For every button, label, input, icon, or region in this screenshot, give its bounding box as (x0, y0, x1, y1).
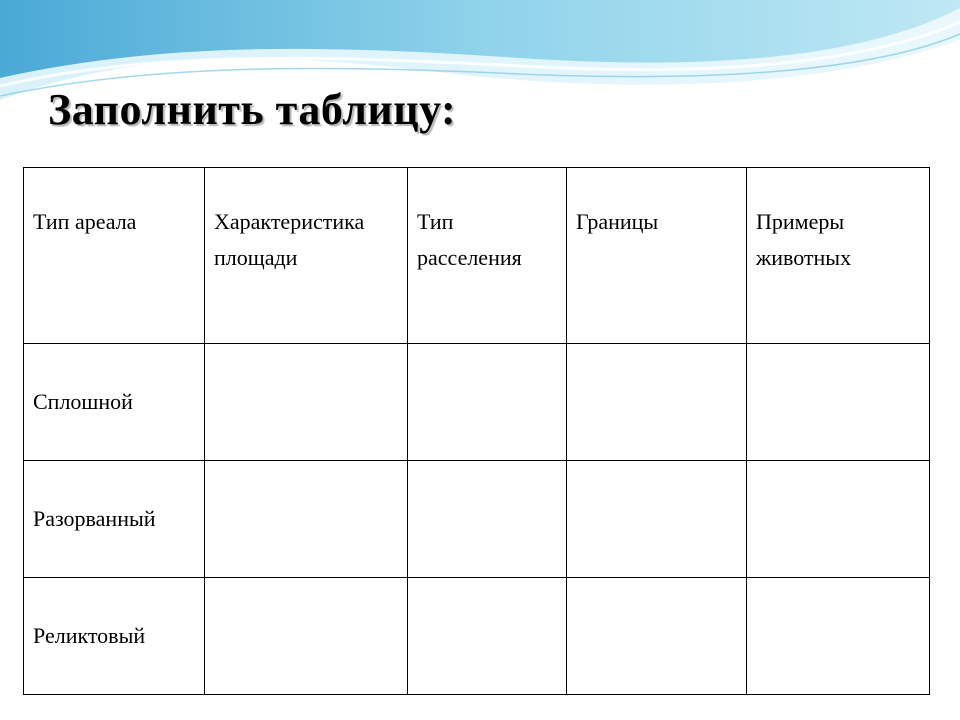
header-cell-area-characteristic (205, 168, 408, 344)
table-cell[interactable] (205, 344, 408, 461)
table-cell[interactable] (567, 578, 747, 695)
table-cell[interactable] (567, 461, 747, 578)
header-label: Тип расселения (417, 209, 522, 270)
table-cell[interactable] (747, 461, 930, 578)
table-cell[interactable] (408, 578, 567, 695)
data-table (23, 167, 930, 695)
row-label: Сплошной (33, 389, 133, 414)
header-cell-boundaries (567, 168, 747, 344)
row-label-cell (24, 578, 205, 695)
table-cell[interactable] (747, 344, 930, 461)
table-cell[interactable] (567, 344, 747, 461)
header-label: Тип ареала (33, 209, 137, 234)
row-label: Реликтовый (33, 623, 146, 648)
table-cell[interactable] (205, 461, 408, 578)
header-label: Примеры животных (756, 209, 852, 270)
table-header-row (24, 168, 930, 344)
table-row (24, 578, 930, 695)
header-cell-settlement-type (408, 168, 567, 344)
table-cell[interactable] (408, 344, 567, 461)
row-label-cell (24, 344, 205, 461)
table-row (24, 344, 930, 461)
header-label: Границы (576, 209, 659, 234)
row-label-cell (24, 461, 205, 578)
table-cell[interactable] (205, 578, 408, 695)
header-label: Характеристика площади (214, 209, 365, 270)
row-label: Разорванный (33, 506, 156, 531)
table-cell[interactable] (747, 578, 930, 695)
slide-title: Заполнить таблицу: (48, 85, 457, 134)
table-row (24, 461, 930, 578)
header-cell-area-type (24, 168, 205, 344)
table-cell[interactable] (408, 461, 567, 578)
header-cell-animal-examples (747, 168, 930, 344)
